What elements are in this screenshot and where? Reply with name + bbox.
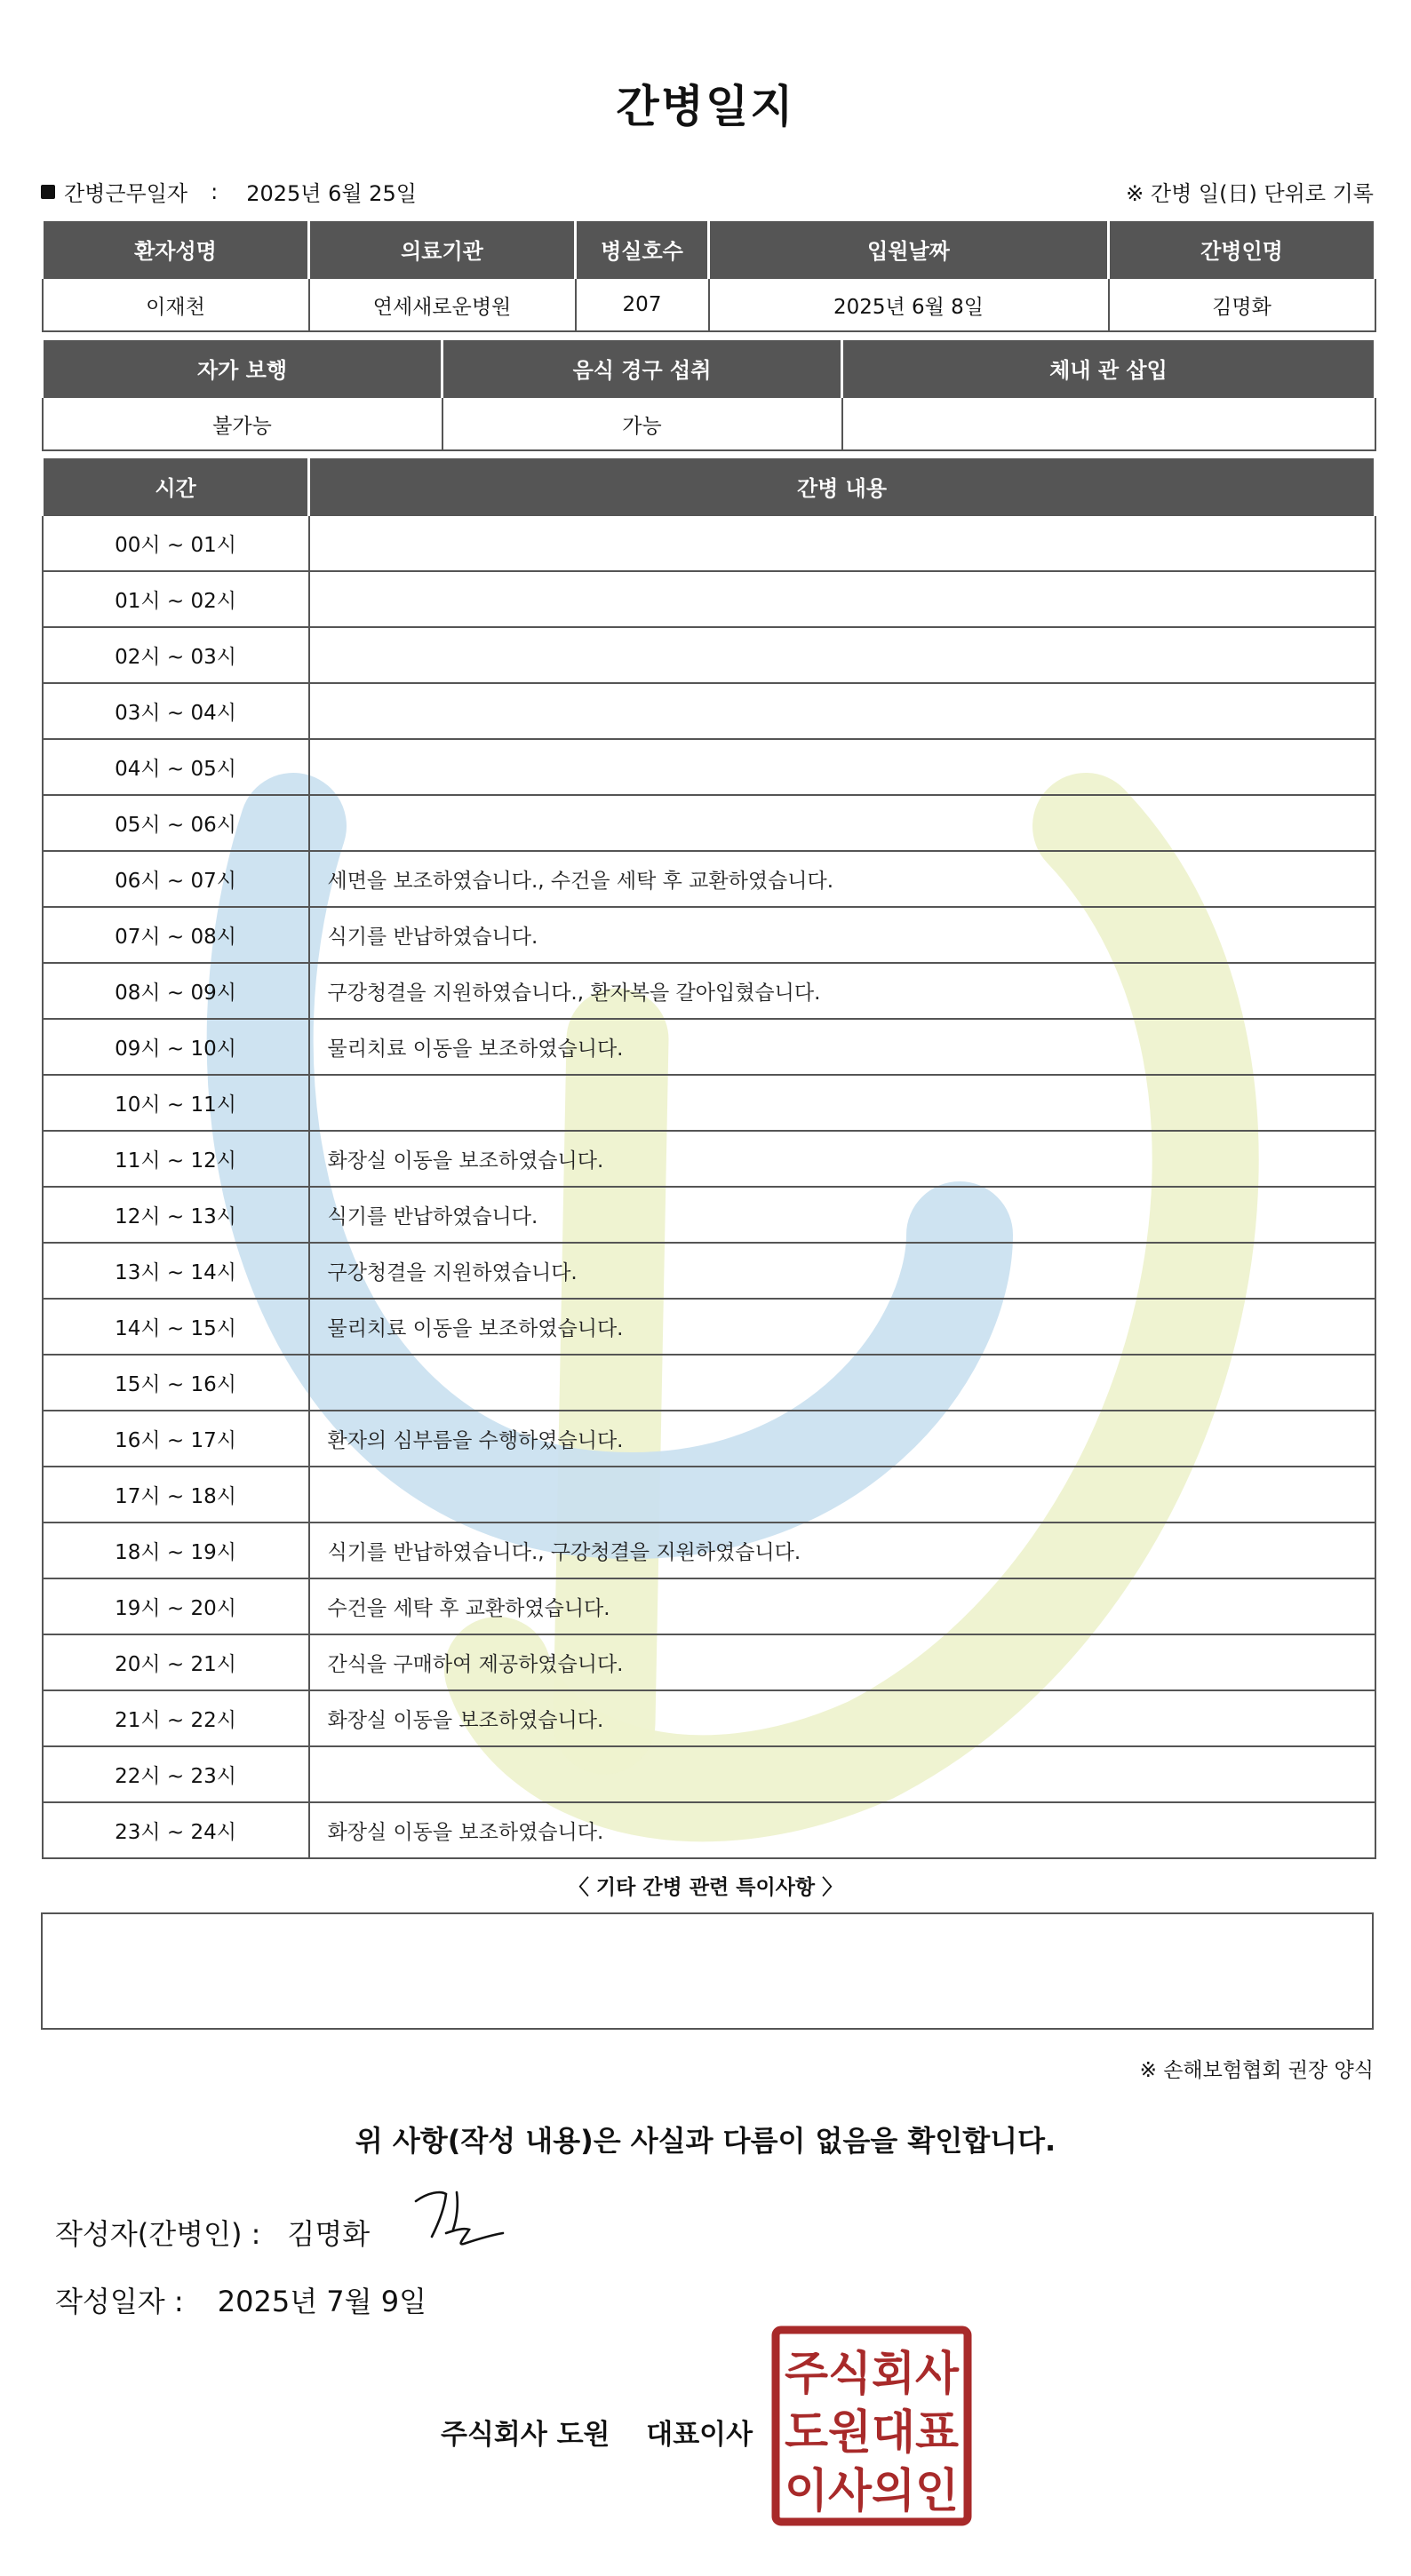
patient-name-value: 이재천 (43, 278, 309, 331)
care-log-row (43, 739, 1375, 795)
care-log-content: 식기를 반납하였습니다. (309, 1187, 1375, 1243)
work-date-label: 간병근무일자 (64, 181, 188, 206)
header-caregiver-name: 간병인명 (1109, 221, 1375, 278)
care-log-content: 구강청결을 지원하였습니다., 환자복을 갈아입혔습니다. (309, 963, 1375, 1019)
care-log-time: 14시 ~ 15시 (43, 1299, 309, 1355)
seal-line-1: 주식회사 (785, 2348, 960, 2401)
work-date-value: 2025년 6월 25일 (246, 181, 417, 206)
care-log-content (309, 627, 1375, 683)
header-time: 시간 (43, 458, 309, 515)
insurance-form-note: ※ 손해보험협회 권장 양식 (1139, 2059, 1374, 2082)
care-log-time: 03시 ~ 04시 (43, 683, 309, 739)
caregiver-name-value: 김명화 (1109, 278, 1375, 331)
care-log-content: 환자의 심부름을 수행하였습니다. (309, 1411, 1375, 1467)
header-oral-intake: 음식 경구 섭취 (442, 340, 842, 397)
header-self-walking: 자가 보행 (43, 340, 442, 397)
care-log-row (43, 963, 1375, 1019)
care-log-row (43, 683, 1375, 739)
care-log-row (43, 1019, 1375, 1075)
care-log-row (43, 1746, 1375, 1802)
care-log-time: 22시 ~ 23시 (43, 1746, 309, 1802)
care-log-rows (43, 515, 1375, 1858)
patient-ability-table (41, 340, 1376, 451)
care-log-time: 04시 ~ 05시 (43, 739, 309, 795)
care-log-time: 18시 ~ 19시 (43, 1523, 309, 1578)
care-log-row (43, 1243, 1375, 1299)
care-log-time: 12시 ~ 13시 (43, 1187, 309, 1243)
care-log-content (309, 739, 1375, 795)
self-walking-value: 불가능 (43, 397, 442, 450)
room-number-value: 207 (576, 278, 709, 331)
written-date-value: 2025년 7월 9일 (217, 2285, 427, 2318)
writer-row (55, 2212, 370, 2253)
care-log-row (43, 1131, 1375, 1187)
care-log-content: 간식을 구매하여 제공하였습니다. (309, 1634, 1375, 1690)
care-log-row (43, 1802, 1375, 1858)
care-log-row (43, 907, 1375, 963)
care-log-content (309, 1075, 1375, 1131)
header-admission-date: 입원날짜 (709, 221, 1109, 278)
care-log-content: 세면을 보조하였습니다., 수건을 세탁 후 교환하였습니다. (309, 851, 1375, 907)
care-log-row (43, 795, 1375, 851)
patient-info-table (41, 221, 1376, 332)
special-notes-box (41, 1912, 1374, 2030)
care-log-row (43, 1634, 1375, 1690)
care-log-row (43, 515, 1375, 571)
care-log-time: 10시 ~ 11시 (43, 1075, 309, 1131)
care-log-content (309, 1355, 1375, 1411)
care-log-time: 19시 ~ 20시 (43, 1578, 309, 1634)
care-log-content (309, 1467, 1375, 1523)
care-log-row (43, 1187, 1375, 1243)
writer-name: 김명화 (287, 2217, 371, 2251)
care-log-time: 09시 ~ 10시 (43, 1019, 309, 1075)
care-log-content: 식기를 반납하였습니다. (309, 907, 1375, 963)
writer-label: 작성자(간병인) : (55, 2217, 261, 2251)
care-log-content: 화장실 이동을 보조하였습니다. (309, 1690, 1375, 1746)
care-log-time: 01시 ~ 02시 (43, 571, 309, 627)
care-log-row (43, 1411, 1375, 1467)
care-log-row (43, 1299, 1375, 1355)
care-log-table (41, 458, 1376, 1859)
page-title: 간병일지 (616, 81, 795, 132)
care-log-content: 식기를 반납하였습니다., 구강청결을 지원하였습니다. (309, 1523, 1375, 1578)
company-seal-stamp (771, 2326, 972, 2526)
care-log-content (309, 515, 1375, 571)
care-log-time: 15시 ~ 16시 (43, 1355, 309, 1411)
confirmation-statement: 위 사항(작성 내용)은 사실과 다름이 없음을 확인합니다. (355, 2124, 1056, 2158)
care-log-time: 13시 ~ 14시 (43, 1243, 309, 1299)
care-log-content: 구강청결을 지원하였습니다. (309, 1243, 1375, 1299)
signature-image (411, 2183, 508, 2254)
admission-date-value: 2025년 6월 8일 (709, 278, 1109, 331)
seal-line-2: 도원대표 (785, 2406, 959, 2460)
care-log-time: 08시 ~ 09시 (43, 963, 309, 1019)
work-date-row (41, 176, 417, 207)
care-log-content: 화장실 이동을 보조하였습니다. (309, 1802, 1375, 1858)
header-patient-name: 환자성명 (43, 221, 309, 278)
care-log-row (43, 627, 1375, 683)
representative-title: 대표이사 (646, 2419, 753, 2451)
care-log-time: 07시 ~ 08시 (43, 907, 309, 963)
header-hospital: 의료기관 (309, 221, 576, 278)
care-log-time: 11시 ~ 12시 (43, 1131, 309, 1187)
care-log-content: 물리치료 이동을 보조하였습니다. (309, 1299, 1375, 1355)
care-log-time: 23시 ~ 24시 (43, 1802, 309, 1858)
record-unit-note: ※ 간병 일(日) 단위로 기록 (1126, 181, 1374, 206)
header-care-content: 간병 내용 (309, 458, 1375, 515)
written-date-row (55, 2279, 426, 2320)
care-log-row (43, 1690, 1375, 1746)
square-bullet-icon (41, 185, 55, 199)
care-log-row (43, 851, 1375, 907)
care-log-time: 16시 ~ 17시 (43, 1411, 309, 1467)
care-log-content (309, 683, 1375, 739)
care-log-row (43, 1523, 1375, 1578)
care-log-row (43, 571, 1375, 627)
care-log-content: 화장실 이동을 보조하였습니다. (309, 1131, 1375, 1187)
header-tube-insertion: 체내 관 삽입 (842, 340, 1375, 397)
care-log-row (43, 1467, 1375, 1523)
care-log-row (43, 1075, 1375, 1131)
care-log-content: 물리치료 이동을 보조하였습니다. (309, 1019, 1375, 1075)
hospital-value: 연세새로운병원 (309, 278, 576, 331)
care-log-content (309, 571, 1375, 627)
care-log-row (43, 1578, 1375, 1634)
oral-intake-value: 가능 (442, 397, 842, 450)
care-log-time: 02시 ~ 03시 (43, 627, 309, 683)
care-log-row (43, 1355, 1375, 1411)
work-date-separator: : (211, 179, 219, 204)
care-log-time: 05시 ~ 06시 (43, 795, 309, 851)
care-log-time: 06시 ~ 07시 (43, 851, 309, 907)
header-room-number: 병실호수 (576, 221, 709, 278)
care-log-time: 21시 ~ 22시 (43, 1690, 309, 1746)
care-log-content (309, 795, 1375, 851)
seal-line-3: 이사의인 (785, 2465, 959, 2518)
company-name: 주식회사 도원 (441, 2419, 610, 2451)
care-log-content: 수건을 세탁 후 교환하였습니다. (309, 1578, 1375, 1634)
tube-insertion-value (842, 397, 1375, 450)
notes-title: 〈 기타 간병 관련 특이사항 〉 (568, 1876, 843, 1899)
care-log-content (309, 1746, 1375, 1802)
company-signature-line (441, 2412, 753, 2452)
care-log-time: 00시 ~ 01시 (43, 515, 309, 571)
care-log-time: 17시 ~ 18시 (43, 1467, 309, 1523)
written-date-label: 작성일자 : (55, 2285, 184, 2318)
care-log-time: 20시 ~ 21시 (43, 1634, 309, 1690)
